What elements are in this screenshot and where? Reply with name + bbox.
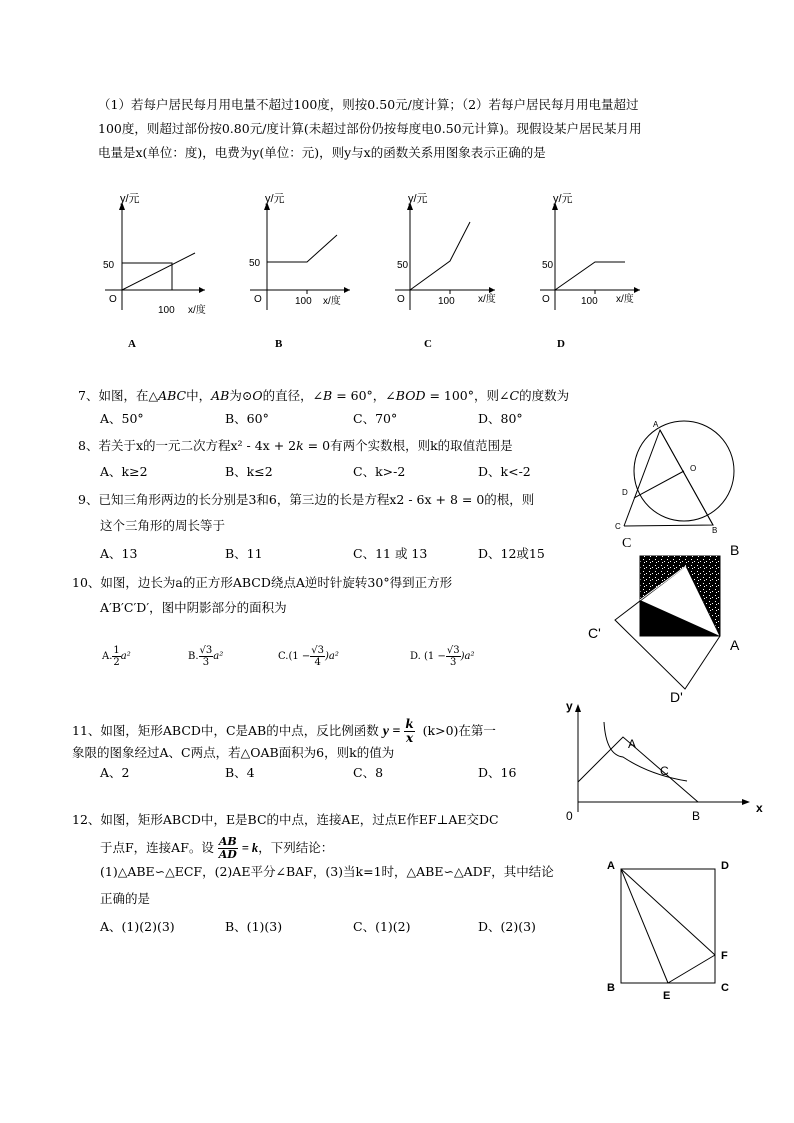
graph-d	[530, 190, 650, 320]
q11-line-2: 象限的图象经过A、C两点，若△OAB面积为6，则k的值为	[72, 745, 395, 760]
figure-q12-rectangle	[603, 855, 753, 1005]
fig12-label-d: D	[721, 860, 729, 872]
q9-line-2: 这个三角形的周长等于	[100, 518, 226, 533]
figure-q11-hyperbola	[560, 699, 763, 830]
q8-option-c: C、k>-2	[353, 464, 406, 479]
fig12-label-f: F	[721, 950, 728, 962]
graph-d-ylabel: y/元	[553, 193, 573, 205]
graph-d-tick50: 50	[542, 260, 554, 271]
fig12-label-b: B	[607, 982, 615, 994]
q7-text: 7、如图，在△ABC中，AB为⊙O的直径，∠B = 60°，∠BOD = 100°，则∠C的度数为	[78, 388, 570, 403]
graph-c-tick50: 50	[397, 260, 409, 271]
intro-line-1: （1）若每户居民每月用电量不超过100度，则按0.50元/度计算；（2）若每户居民每月用电量超过	[98, 97, 639, 112]
fig7-label-b: B	[712, 526, 718, 535]
intro-line-2: 100度，则超过部份按0.80元/度计算(未超过部份仍按每度电0.50元计算)。现假设某户居民某月用	[98, 121, 642, 136]
graph-c-origin: O	[397, 294, 405, 305]
q12-line-2: 于点F，连接AF。设 $\frac{AB}{AD}$ = k，下列结论：	[100, 835, 334, 861]
fig10-label-d-prime: D'	[670, 689, 683, 705]
graph-letter-d: D	[557, 338, 565, 350]
fig10-label-a: A	[730, 637, 740, 653]
q11-option-b: B、4	[225, 765, 255, 780]
graph-letter-b: B	[275, 338, 283, 350]
graph-b-origin: O	[254, 294, 262, 305]
fig11-label-y: y	[566, 699, 573, 713]
q8-text: 8、若关于x的一元二次方程x² - 4x + 2k = 0有两个实数根，则k的取值范围是	[78, 438, 513, 453]
fig7-label-d: D	[622, 488, 628, 497]
q12-line-4: 正确的是	[100, 891, 151, 906]
q9-option-c: C、11 或 13	[353, 546, 428, 561]
q10-option-d: D. (1 − $\frac{√3}{3}$ )a²	[410, 645, 475, 668]
q7-option-d: D、80°	[478, 411, 523, 426]
graph-b-xlabel: x/度	[323, 296, 341, 307]
graph-a-tick100: 100	[158, 305, 175, 316]
q12-option-d: D、(2)(3)	[478, 919, 536, 934]
q12-option-c: C、(1)(2)	[353, 919, 411, 934]
fig7-label-c: C	[615, 522, 621, 531]
graph-b	[240, 190, 360, 320]
fig11-label-o: 0	[566, 809, 573, 823]
q10-option-a: A. $\frac{1}{2}$ a²	[102, 645, 131, 668]
fig7-extra-label-c: C	[622, 536, 632, 551]
graph-c	[385, 190, 505, 320]
graph-c-tick100: 100	[438, 296, 455, 307]
figure-q7-circle	[612, 415, 752, 545]
q11-option-a: A、2	[100, 765, 130, 780]
fig10-label-b: B	[730, 542, 740, 558]
q9-option-b: B、11	[225, 546, 263, 561]
q7-option-c: C、70°	[353, 411, 398, 426]
graph-d-origin: O	[542, 294, 550, 305]
q12-option-b: B、(1)(3)	[225, 919, 283, 934]
fig11-label-a: A	[628, 737, 637, 751]
q7-option-a: A、50°	[100, 411, 144, 426]
q11-option-d: D、16	[478, 765, 517, 780]
q9-line-1: 9、已知三角形两边的长分别是3和6，第三边的长是方程x2 - 6x + 8 = 0的根，则	[78, 492, 535, 507]
q11-line-1: 11、如图，矩形ABCD中，C是AB的中点，反比例函数 y = $\frac{k}{x}$ (k>0)在第一	[72, 717, 496, 745]
fig11-label-c: C	[660, 764, 669, 778]
fig12-label-a: A	[607, 860, 615, 872]
q11-option-c: C、8	[353, 765, 384, 780]
q12-option-a: A、(1)(2)(3)	[100, 919, 175, 934]
graph-b-tick50: 50	[249, 258, 261, 269]
fig7-label-o: O	[690, 464, 697, 473]
graph-a-xlabel: x/度	[188, 305, 206, 316]
fig12-label-c: C	[721, 982, 729, 994]
fig7-label-a: A	[653, 420, 659, 429]
graph-d-xlabel: x/度	[616, 294, 634, 305]
graph-a-tick50: 50	[103, 260, 115, 271]
q8-option-d: D、k<-2	[478, 464, 531, 479]
graph-c-ylabel: y/元	[408, 193, 428, 205]
graph-a-origin: O	[109, 294, 117, 305]
q8-option-a: A、k≥2	[100, 464, 148, 479]
fig12-label-e: E	[663, 990, 671, 1002]
q12-line-3: (1)△ABE∽△ECF，(2)AE平分∠BAF，(3)当k=1时，△ABE∽△ADF，其中结论	[100, 864, 554, 879]
q8-option-b: B、k≤2	[225, 464, 273, 479]
figure-q10-squares	[588, 540, 758, 705]
q10-line-1: 10、如图，边长为a的正方形ABCD绕点A逆时针旋转30°得到正方形	[72, 575, 453, 590]
graph-c-xlabel: x/度	[478, 294, 496, 305]
graph-b-ylabel: y/元	[265, 193, 285, 205]
fig11-label-x: x	[756, 801, 763, 815]
graph-a-ylabel: y/元	[120, 193, 140, 205]
intro-line-3: 电量是x(单位：度)，电费为y(单位：元)，则y与x的函数关系用图象表示正确的是	[98, 145, 546, 160]
q9-option-d: D、12或15	[478, 546, 545, 561]
q12-line-1: 12、如图，矩形ABCD中，E是BC的中点，连接AE，过点E作EF⊥AE交DC	[72, 812, 499, 827]
q10-option-c: C.(1 − $\frac{√3}{4}$ )a²	[278, 645, 339, 668]
graph-d-tick100: 100	[581, 296, 598, 307]
graph-b-tick100: 100	[295, 296, 312, 307]
fig10-label-d: D	[648, 617, 659, 633]
fig11-label-b: B	[692, 809, 701, 823]
q10-option-b: B. $\frac{√3}{3}$ a²	[188, 645, 224, 668]
q7-option-b: B、60°	[225, 411, 269, 426]
graph-letter-a: A	[128, 338, 136, 350]
q9-option-a: A、13	[100, 546, 138, 561]
graph-a	[95, 190, 215, 320]
fig10-label-c: C'	[588, 625, 601, 641]
q10-line-2: A′B′C′D′，图中阴影部分的面积为	[100, 600, 287, 615]
graph-letter-c: C	[424, 338, 432, 350]
